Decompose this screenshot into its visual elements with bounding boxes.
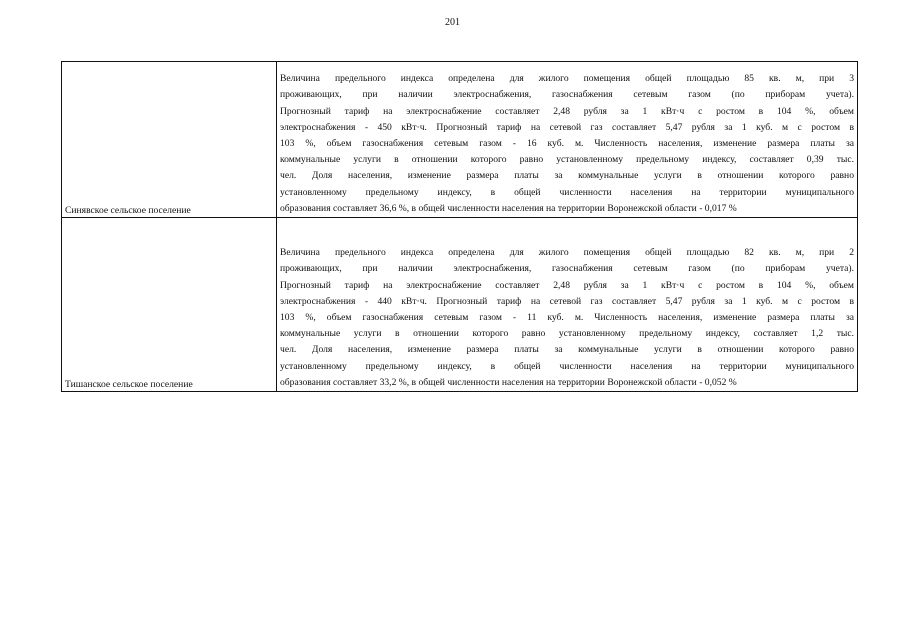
description-line: коммунальные услуги в отношении которого равно установленному предельному индексу, составляет 1,2 тыс. bbox=[280, 328, 854, 340]
description-line: Величина предельного индекса определена для жилого помещения общей площадью 85 кв. м, при 3 bbox=[280, 73, 854, 85]
description-line: коммунальные услуги в отношении которого равно установленному предельному индексу, составляет 0,39 тыс. bbox=[280, 154, 854, 166]
description-line: установленному предельному индексу, в общей численности населения на территории муниципального bbox=[280, 186, 854, 198]
description-line: чел. Доля населения, изменение размера платы за коммунальные услуги в отношении которого равно bbox=[280, 170, 854, 182]
description-line: электроснабжения - 450 кВт·ч. Прогнозный тариф на сетевой газ составляет 5,47 рубля за 1 куб. м с ростом в bbox=[280, 121, 854, 133]
description-line: установленному предельному индексу, в общей численности населения на территории муниципального bbox=[280, 360, 854, 372]
description-line: электроснабжения - 440 кВт·ч. Прогнозный тариф на сетевой газ составляет 5,47 рубля за 1 куб. м с ростом в bbox=[280, 295, 854, 307]
description-line: Величина предельного индекса определена для жилого помещения общей площадью 82 кв. м, при 2 bbox=[280, 247, 854, 259]
description-line: проживающих, при наличии электроснабжения, газоснабжения сетевым газом (по приборам учета). bbox=[280, 89, 854, 101]
settlement-name: Тишанское сельское поселение bbox=[65, 379, 193, 390]
index-table bbox=[61, 61, 858, 392]
description-line: 103 %, объем газоснабжения сетевым газом - 11 куб. м. Численность населения, изменение размера платы за bbox=[280, 311, 854, 323]
description-line: Прогнозный тариф на электроснабжение составляет 2,48 рубля за 1 кВт·ч с ростом в 104 %, объем bbox=[280, 105, 854, 117]
table-row bbox=[62, 218, 858, 392]
description-cell bbox=[277, 62, 858, 218]
settlement-name-cell bbox=[62, 62, 277, 218]
description-line: 103 %, объем газоснабжения сетевым газом - 16 куб. м. Численность населения, изменение размера платы за bbox=[280, 137, 854, 149]
description-cell bbox=[277, 218, 858, 392]
description-line: Прогнозный тариф на электроснабжение составляет 2,48 рубля за 1 кВт·ч с ростом в 104 %, объем bbox=[280, 279, 854, 291]
description-text bbox=[277, 71, 857, 217]
settlement-name: Синявское сельское поселение bbox=[65, 205, 191, 216]
description-line: проживающих, при наличии электроснабжения, газоснабжения сетевым газом (по приборам учета). bbox=[280, 263, 854, 275]
description-line: образования составляет 36,6 %, в общей численности населения на территории Воронежской области - 0,017 % bbox=[280, 202, 737, 214]
table-row bbox=[62, 62, 858, 218]
settlement-name-cell bbox=[62, 218, 277, 392]
description-text bbox=[277, 245, 857, 391]
description-line: чел. Доля населения, изменение размера платы за коммунальные услуги в отношении которого равно bbox=[280, 344, 854, 356]
page-number: 201 bbox=[445, 17, 460, 28]
description-line: образования составляет 33,2 %, в общей численности населения на территории Воронежской области - 0,052 % bbox=[280, 376, 737, 388]
